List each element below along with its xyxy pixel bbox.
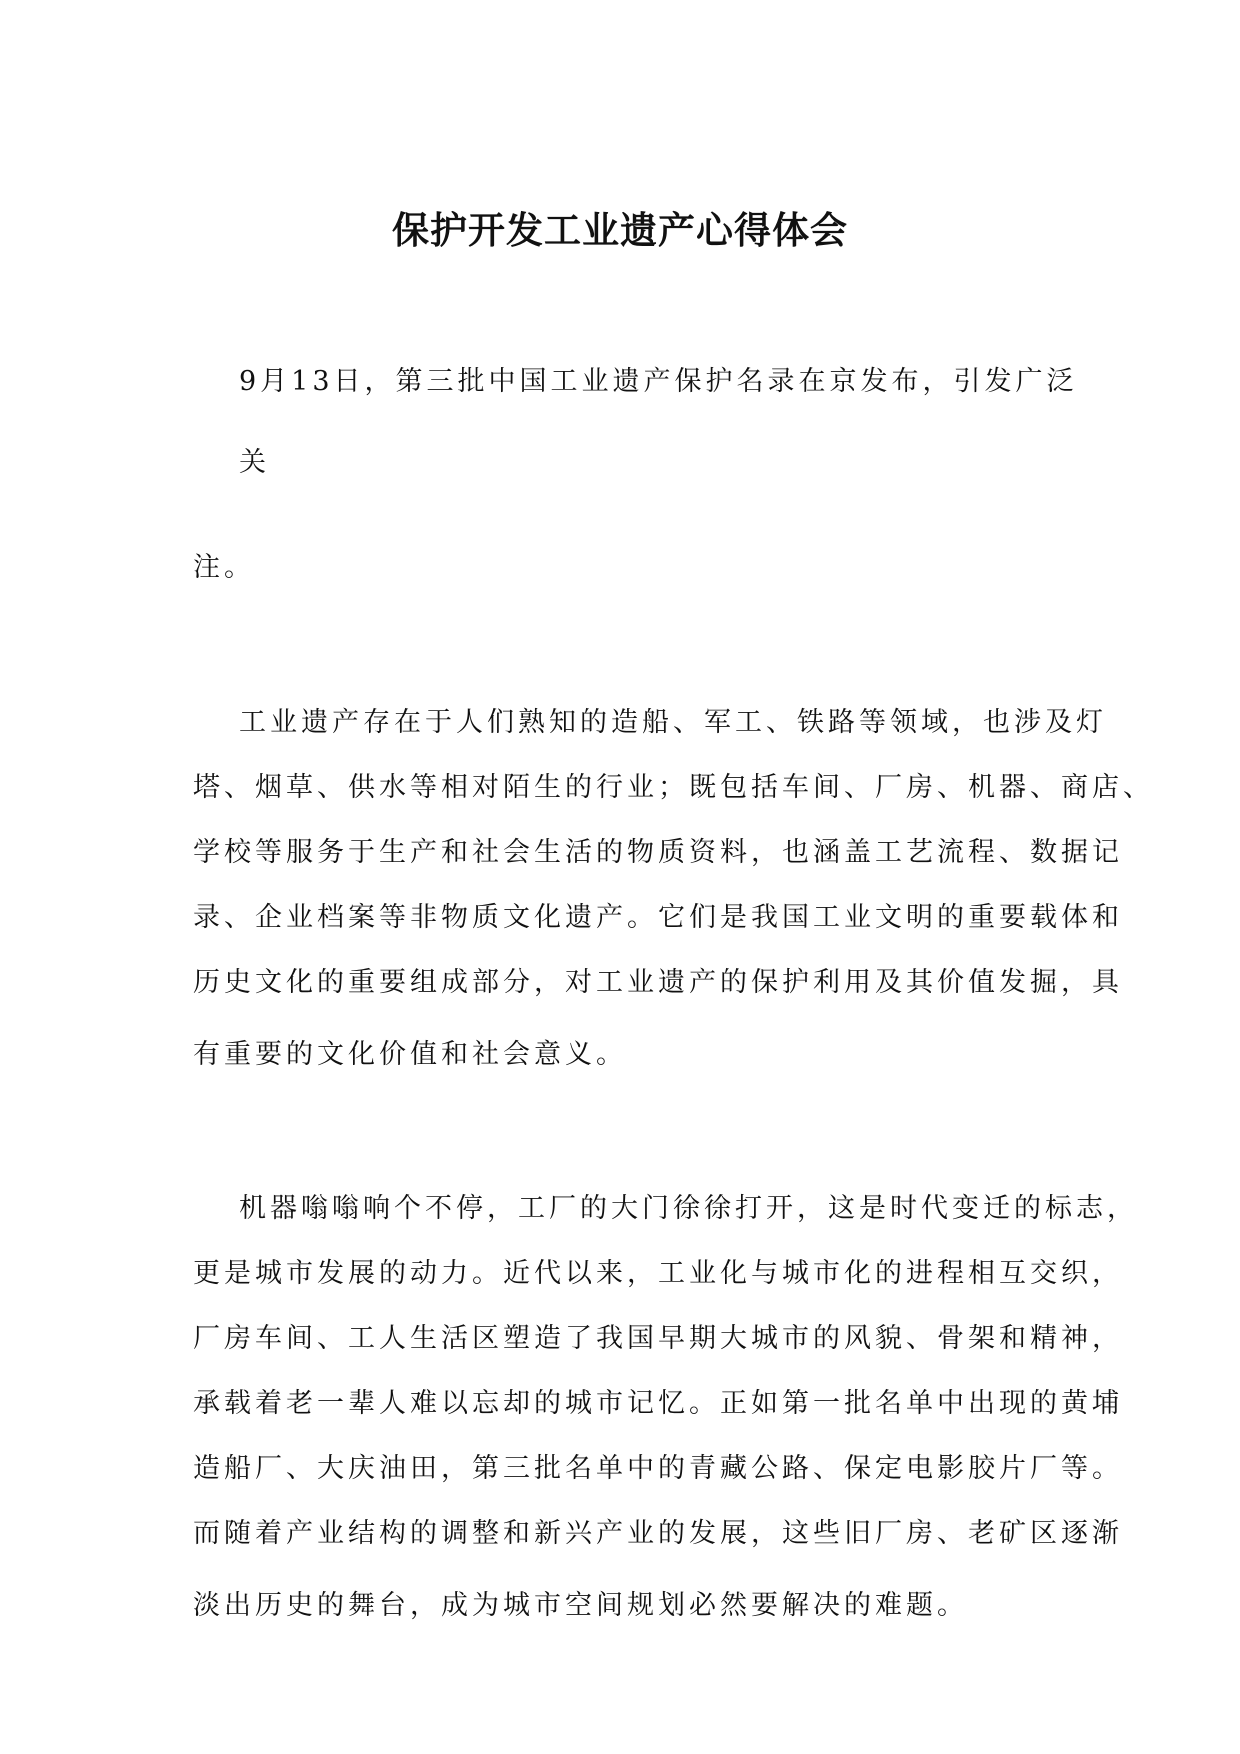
paragraph-3-line-3: 厂房车间、工人生活区塑造了我国早期大城市的风貌、骨架和精神， xyxy=(193,1323,1123,1354)
document-title: 保护开发工业遗产心得体会 xyxy=(392,208,848,252)
paragraph-3-line-5: 造船厂、大庆油田，第三批名单中的青藏公路、保定电影胶片厂等。 xyxy=(193,1453,1123,1484)
paragraph-3-line-1: 机器嗡嗡响个不停，工厂的大门徐徐打开，这是时代变迁的标志， xyxy=(239,1193,1138,1224)
paragraph-2-line-5: 历史文化的重要组成部分，对工业遗产的保护利用及其价值发掘，具 xyxy=(193,967,1123,998)
paragraph-3-line-2: 更是城市发展的动力。近代以来，工业化与城市化的进程相互交织， xyxy=(193,1258,1123,1289)
paragraph-3-line-6: 而随着产业结构的调整和新兴产业的发展，这些旧厂房、老矿区逐渐 xyxy=(193,1518,1123,1549)
paragraph-2-line-6: 有重要的文化价值和社会意义。 xyxy=(193,1039,627,1070)
paragraph-2-line-2: 塔、烟草、供水等相对陌生的行业；既包括车间、厂房、机器、商店、 xyxy=(193,772,1154,803)
paragraph-1-line-1: 9月13日，第三批中国工业遗产保护名录在京发布，引发广泛 xyxy=(239,366,1078,397)
paragraph-2-line-4: 录、企业档案等非物质文化遗产。它们是我国工业文明的重要载体和 xyxy=(193,902,1123,933)
paragraph-3-line-7: 淡出历史的舞台，成为城市空间规划必然要解决的难题。 xyxy=(193,1590,968,1621)
paragraph-1-line-2: 关 xyxy=(239,447,270,478)
paragraph-1-line-3: 注。 xyxy=(193,552,255,583)
paragraph-2-line-1: 工业遗产存在于人们熟知的造船、军工、铁路等领域，也涉及灯 xyxy=(239,707,1107,738)
paragraph-2-line-3: 学校等服务于生产和社会生活的物质资料，也涵盖工艺流程、数据记 xyxy=(193,837,1123,868)
paragraph-3-line-4: 承载着老一辈人难以忘却的城市记忆。正如第一批名单中出现的黄埔 xyxy=(193,1388,1123,1419)
